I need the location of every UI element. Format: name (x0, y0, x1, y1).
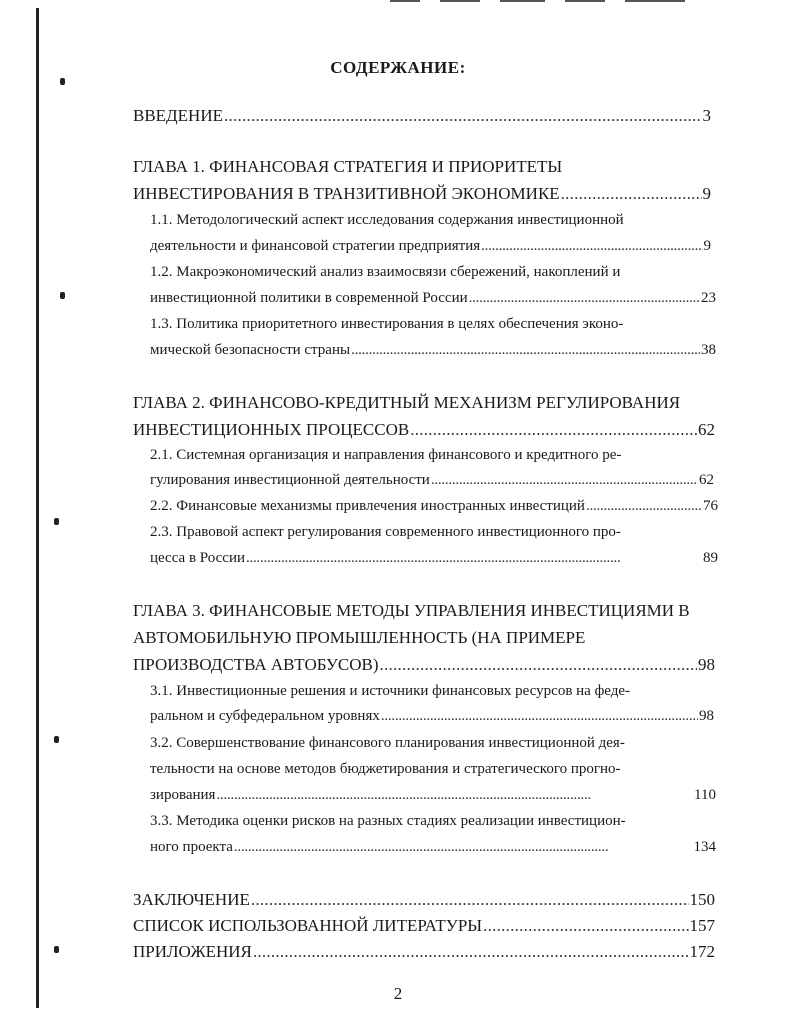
toc-label: мической безопасности страны (150, 342, 351, 358)
toc-page: 23 (701, 290, 716, 306)
toc-page: 9 (703, 238, 711, 254)
toc-page: 62 (699, 472, 714, 488)
toc-label: деятельности и финансовой стратегии предприятия (150, 238, 481, 254)
toc-entry-section-1-3[interactable] (150, 342, 716, 359)
chapter-3-title-line1[interactable]: ГЛАВА 3. ФИНАНСОВЫЕ МЕТОДЫ УПРАВЛЕНИЯ ИНВЕСТИЦИЯМИ В (133, 601, 690, 620)
leader-dots (381, 708, 698, 725)
toc-page: 76 (703, 498, 718, 514)
toc-label: инвестиционной политики в современной России (150, 290, 468, 306)
leader-dots (586, 498, 702, 515)
toc-entry-conclusion[interactable] (133, 890, 715, 910)
toc-entry-chapter-2[interactable] (133, 420, 715, 440)
chapter-1-title-line1[interactable]: ГЛАВА 1. ФИНАНСОВАЯ СТРАТЕГИЯ И ПРИОРИТЕТЫ (133, 157, 563, 176)
leader-dots (234, 839, 693, 856)
toc-label: ного проекта (150, 839, 233, 855)
toc-entry-section-1-2[interactable] (150, 290, 716, 307)
toc-label: 2.2. Финансовые механизмы привлечения иностранных инвестиций (150, 498, 585, 514)
toc-entry-section-3-2[interactable] (150, 787, 716, 804)
section-3-2-line2[interactable]: тельности на основе методов бюджетирования и стратегического прогно- (150, 761, 621, 777)
toc-page: 98 (699, 708, 714, 724)
section-1-3-line1[interactable]: 1.3. Политика приоритетного инвестирования в целях обеспечения эконо- (150, 316, 624, 332)
toc-label: гулирования инвестиционной деятельности (150, 472, 430, 488)
toc-page: 134 (693, 839, 716, 855)
toc-label: ПРИЛОЖЕНИЯ (133, 942, 252, 961)
section-2-1-line1[interactable]: 2.1. Системная организация и направления финансового и кредитного ре- (150, 447, 622, 463)
chapter-3-title-line2[interactable]: АВТОМОБИЛЬНУЮ ПРОМЫШЛЕННОСТЬ (НА ПРИМЕРЕ (133, 628, 586, 647)
toc-label: цесса в России (150, 550, 246, 566)
toc-entry-intro[interactable] (133, 106, 711, 126)
section-1-2-line1[interactable]: 1.2. Макроэкономический анализ взаимосвязи сбережений, накоплений и (150, 264, 621, 280)
toc-page: 62 (698, 420, 715, 439)
toc-entry-chapter-3[interactable] (133, 655, 715, 675)
leader-dots (561, 184, 702, 204)
toc-page: 110 (694, 787, 716, 803)
page-number: 2 (393, 984, 403, 1003)
toc-page: 98 (698, 655, 715, 674)
leader-dots (410, 420, 697, 440)
toc-label: ЗАКЛЮЧЕНИЕ (133, 890, 250, 909)
leader-dots (380, 655, 697, 675)
toc-entry-section-3-1[interactable] (150, 708, 714, 725)
toc-label: ИНВЕСТИРОВАНИЯ В ТРАНЗИТИВНОЙ ЭКОНОМИКЕ (133, 184, 560, 203)
page-title: СОДЕРЖАНИЕ: (330, 58, 466, 77)
toc-page: 3 (702, 106, 711, 125)
leader-dots (483, 916, 688, 936)
leader-dots (469, 290, 700, 307)
leader-dots (431, 472, 698, 489)
section-3-2-line1[interactable]: 3.2. Совершенствование финансового планирования инвестиционной дея- (150, 735, 625, 751)
toc-entry-section-1-1[interactable] (150, 238, 711, 255)
leader-dots (251, 890, 689, 910)
toc-page: 172 (689, 942, 715, 961)
toc-page: 9 (702, 184, 711, 203)
toc-label: ВВЕДЕНИЕ (133, 106, 223, 125)
toc-entry-section-2-1[interactable] (150, 472, 714, 489)
toc-entry-section-3-3[interactable] (150, 839, 716, 856)
toc-label: ральном и субфедеральном уровнях (150, 708, 380, 724)
toc-page: 89 (703, 550, 718, 566)
toc-entry-section-2-3[interactable] (150, 550, 718, 567)
toc-entry-appendix[interactable] (133, 942, 715, 962)
toc-entry-section-2-2[interactable] (150, 498, 718, 515)
section-3-1-line1[interactable]: 3.1. Инвестиционные решения и источники финансовых ресурсов на феде- (150, 683, 631, 699)
section-3-3-line1[interactable]: 3.3. Методика оценки рисков на разных стадиях реализации инвестицион- (150, 813, 626, 829)
leader-dots (351, 342, 700, 359)
leader-dots (224, 106, 702, 126)
toc-entry-chapter-1[interactable] (133, 184, 711, 204)
toc-label: ИНВЕСТИЦИОННЫХ ПРОЦЕССОВ (133, 420, 410, 439)
leader-dots (216, 787, 693, 804)
toc-page: 38 (701, 342, 716, 358)
toc-page: 157 (689, 916, 715, 935)
toc-entry-literature[interactable] (133, 916, 715, 936)
toc-label: СПИСОК ИСПОЛЬЗОВАННОЙ ЛИТЕРАТУРЫ (133, 916, 483, 935)
leader-dots (481, 238, 702, 255)
chapter-2-title-line1[interactable]: ГЛАВА 2. ФИНАНСОВО-КРЕДИТНЫЙ МЕХАНИЗМ РЕГУЛИРОВАНИЯ (133, 393, 681, 412)
section-2-3-line1[interactable]: 2.3. Правовой аспект регулирования современного инвестиционного про- (150, 524, 621, 540)
leader-dots (246, 550, 702, 567)
leader-dots (253, 942, 689, 962)
toc-page: 150 (689, 890, 715, 909)
toc-label: ПРОИЗВОДСТВА АВТОБУСОВ) (133, 655, 379, 674)
section-1-1-line1[interactable]: 1.1. Методологический аспект исследования содержания инвестиционной (150, 212, 624, 228)
toc-label: зирования (150, 787, 216, 803)
